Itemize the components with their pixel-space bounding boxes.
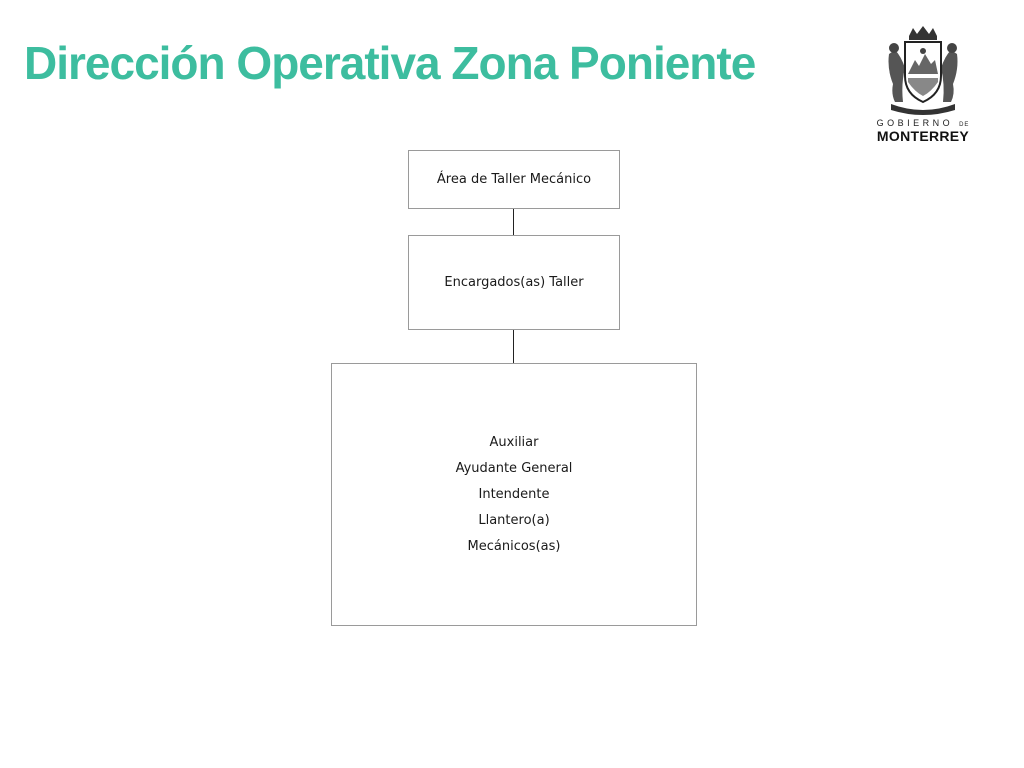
org-box-taller-mecanico: [408, 150, 620, 209]
list-item: Auxiliar: [489, 434, 539, 450]
personal-list: [456, 430, 573, 560]
gobierno-monterrey-logo: [868, 24, 978, 148]
connector-line: [513, 330, 514, 363]
logo-text-monterrey: MONTERREY: [876, 128, 970, 144]
list-item: Ayudante General: [455, 460, 573, 476]
org-box-label: Área de Taller Mecánico: [436, 172, 592, 187]
coat-of-arms-icon: [881, 24, 965, 116]
connector-line: [513, 209, 514, 235]
list-item: Llantero(a): [478, 512, 550, 528]
logo-text-gobierno: GOBIERNO DE: [876, 118, 970, 128]
list-item: Mecánicos(as): [467, 538, 561, 554]
org-box-label: Encargados(as) Taller: [444, 275, 584, 290]
page-title: Dirección Operativa Zona Poniente: [24, 37, 756, 89]
list-item: Intendente: [478, 486, 550, 502]
org-box-encargados: [408, 235, 620, 330]
org-box-personal: [331, 363, 697, 626]
